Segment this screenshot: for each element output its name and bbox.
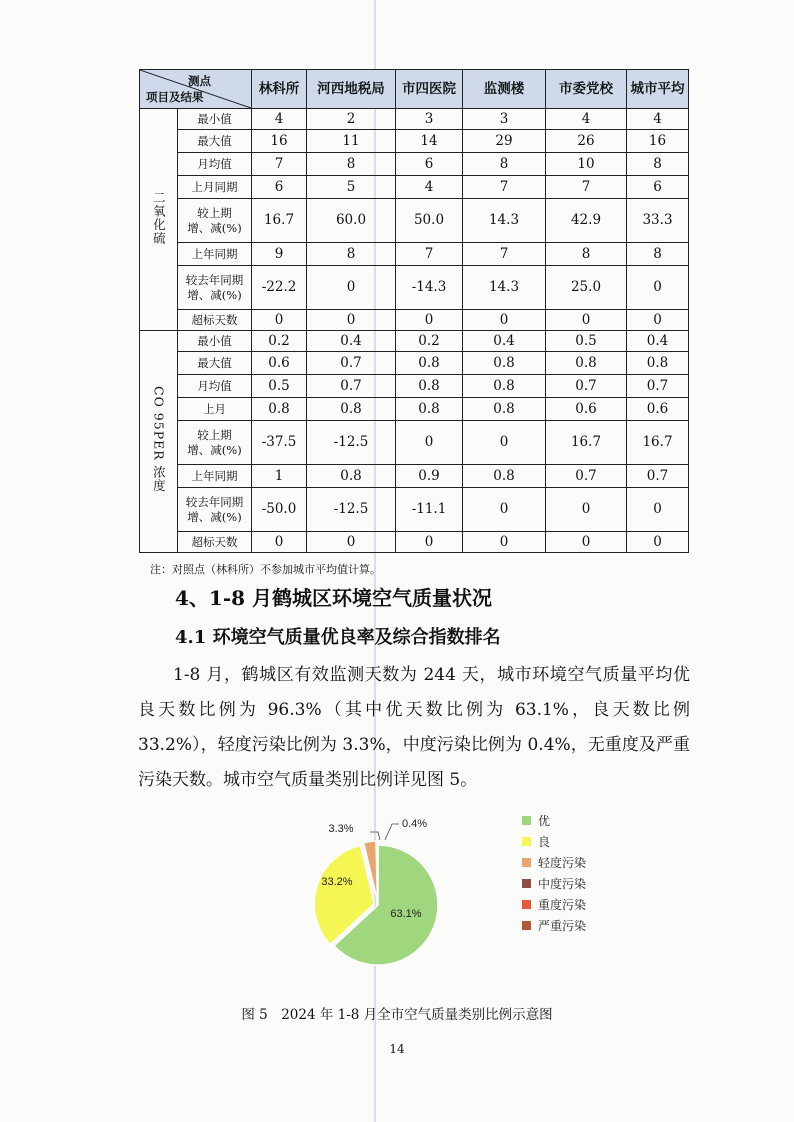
table-corner-header [140, 70, 252, 109]
legend-swatch [522, 837, 531, 846]
row-label: 较上期 增、减(%) [178, 421, 252, 465]
table-cell: 0 [307, 532, 396, 553]
table-cell: 0 [627, 532, 689, 553]
table-cell: 0.8 [463, 375, 546, 398]
table-cell: -50.0 [252, 488, 307, 532]
table-cell: 8 [307, 243, 396, 266]
station-header: 河西地税局 [307, 70, 396, 109]
table-cell: -14.3 [396, 266, 463, 310]
table-cell: 0 [396, 421, 463, 465]
table-cell: 0.6 [627, 398, 689, 421]
table-cell: 3 [463, 109, 546, 130]
table-cell: 16 [627, 130, 689, 153]
table-cell: 50.0 [396, 199, 463, 243]
table-cell: 0.8 [307, 465, 396, 488]
table-cell: 14.3 [463, 266, 546, 310]
subsection-heading: 4.1 环境空气质量优良率及综合指数排名 [175, 627, 501, 648]
table-cell: 8 [463, 153, 546, 176]
table-cell: 0.8 [627, 352, 689, 375]
table-row [140, 352, 689, 375]
table-cell: 0 [627, 266, 689, 310]
table-cell: 3 [396, 109, 463, 130]
table-cell: 2 [307, 109, 396, 130]
row-label: 上月 [178, 398, 252, 421]
table-cell: 33.3 [627, 199, 689, 243]
table-cell: 0 [546, 310, 627, 331]
row-label: 超标天数 [178, 532, 252, 553]
table-row [140, 109, 689, 130]
table-cell: 7 [546, 176, 627, 199]
table-cell: 0 [463, 532, 546, 553]
table-cell: 0.8 [396, 375, 463, 398]
table-cell: 0.7 [307, 352, 396, 375]
page-number: 14 [389, 1042, 405, 1056]
table-cell: 6 [252, 176, 307, 199]
table-row [140, 398, 689, 421]
row-label: 最小值 [178, 109, 252, 130]
station-header: 监测楼 [463, 70, 546, 109]
table-row [140, 153, 689, 176]
table-cell: 4 [627, 109, 689, 130]
table-cell: 6 [627, 176, 689, 199]
table-cell: 0 [463, 488, 546, 532]
table-cell: 0.8 [396, 352, 463, 375]
table-cell: 0.5 [546, 331, 627, 352]
table-cell: 14.3 [463, 199, 546, 243]
row-label: 最大值 [178, 352, 252, 375]
table-cell: -22.2 [252, 266, 307, 310]
table-cell: 0 [627, 310, 689, 331]
row-label: 较上期 增、减(%) [178, 199, 252, 243]
table-cell: 0 [396, 532, 463, 553]
section-heading: 4、1-8 月鹤城区环境空气质量状况 [175, 586, 493, 610]
table-cell: 4 [252, 109, 307, 130]
table-cell: 0.6 [252, 352, 307, 375]
table-cell: 11 [307, 130, 396, 153]
table-cell: 16.7 [252, 199, 307, 243]
body-paragraph: 1-8 月，鹤城区有效监测天数为 244 天，城市环境空气质量平均优良天数比例为 96.3%（其中优天数比例为 63.1%，良天数比例 33.2%），轻度污染比例为 3.3%，中度污染比例为 0.4%，无重度及严重污染天数。城市空气质量类别比例详见图 5。 [138, 665, 690, 790]
legend-swatch [522, 900, 531, 909]
table-row [140, 243, 689, 266]
table-cell: 16.7 [546, 421, 627, 465]
table-cell: -12.5 [307, 421, 396, 465]
table-cell: 7 [463, 176, 546, 199]
table-cell: 16.7 [627, 421, 689, 465]
header-stations-label: 测点 [188, 74, 211, 88]
legend-label: 重度污染 [538, 898, 587, 912]
table-cell: 0 [252, 532, 307, 553]
legend-label: 良 [538, 835, 551, 849]
pie-data-label: 3.3% [328, 823, 354, 835]
station-header: 市四医院 [396, 70, 463, 109]
table-cell: 8 [627, 153, 689, 176]
pie-data-label: 0.4% [402, 818, 428, 830]
table-cell: 0.4 [307, 331, 396, 352]
row-label: 月均值 [178, 375, 252, 398]
group-label-text: 二氧化硫 [151, 190, 167, 245]
table-cell: 0.8 [396, 398, 463, 421]
row-label: 较去年同期 增、减(%) [178, 266, 252, 310]
table-cell: 0.8 [463, 398, 546, 421]
table-row [140, 310, 689, 331]
table-cell: 29 [463, 130, 546, 153]
air-quality-pie-chart [300, 812, 630, 982]
row-label: 上年同期 [178, 243, 252, 266]
legend-swatch [522, 816, 531, 825]
table-cell: 0.7 [627, 465, 689, 488]
table-cell: -12.5 [307, 488, 396, 532]
table-row [140, 375, 689, 398]
station-header: 林科所 [252, 70, 307, 109]
legend-label: 中度污染 [538, 877, 587, 891]
table-cell: -11.1 [396, 488, 463, 532]
table-cell: 0 [463, 310, 546, 331]
row-label: 上月同期 [178, 176, 252, 199]
table-cell: 7 [396, 243, 463, 266]
table-cell: 16 [252, 130, 307, 153]
table-cell: 14 [396, 130, 463, 153]
table-cell: 0.8 [463, 465, 546, 488]
legend-swatch [522, 921, 531, 930]
table-cell: 1 [252, 465, 307, 488]
leader-line [385, 824, 399, 840]
legend-label: 优 [538, 814, 551, 828]
group-label [140, 331, 178, 553]
table-cell: 7 [463, 243, 546, 266]
table-row [140, 266, 689, 310]
legend-label: 严重污染 [538, 919, 587, 933]
table-cell: 7 [252, 153, 307, 176]
table-row [140, 421, 689, 465]
table-cell: 0.8 [307, 398, 396, 421]
table-cell: 4 [546, 109, 627, 130]
table-cell: 0.8 [546, 352, 627, 375]
table-cell: 4 [396, 176, 463, 199]
table-row [140, 488, 689, 532]
table-row [140, 176, 689, 199]
table-cell: 0.2 [252, 331, 307, 352]
table-cell: 0.7 [307, 375, 396, 398]
station-header: 市委党校 [546, 70, 627, 109]
table-cell: 0.6 [546, 398, 627, 421]
table-cell: 0 [252, 310, 307, 331]
legend-swatch [522, 858, 531, 867]
table-cell: 10 [546, 153, 627, 176]
row-label: 最大值 [178, 130, 252, 153]
table-cell: 8 [627, 243, 689, 266]
pie-data-label: 33.2% [321, 876, 353, 888]
table-cell: 0.7 [546, 375, 627, 398]
table-cell: 42.9 [546, 199, 627, 243]
table-cell: 0 [307, 266, 396, 310]
table-cell: 8 [307, 153, 396, 176]
table-cell: 0 [546, 532, 627, 553]
leader-line [370, 832, 380, 840]
table-cell: 9 [252, 243, 307, 266]
group-label-text: CO 95PER 浓度 [151, 386, 167, 493]
table-cell: 0.5 [252, 375, 307, 398]
table-cell: 0 [546, 488, 627, 532]
table-row [140, 199, 689, 243]
table-header-row [140, 70, 689, 109]
table-note: 注：对照点（林科所）不参加城市平均值计算。 [150, 563, 381, 576]
table-cell: 0.8 [252, 398, 307, 421]
monitoring-data-table [139, 69, 689, 553]
table-row [140, 465, 689, 488]
table-cell: 0.8 [463, 352, 546, 375]
row-label: 较去年同期 增、减(%) [178, 488, 252, 532]
table-cell: 60.0 [307, 199, 396, 243]
table-row [140, 331, 689, 352]
table-cell: 25.0 [546, 266, 627, 310]
group-label [140, 109, 178, 331]
row-label: 最小值 [178, 331, 252, 352]
legend-swatch [522, 879, 531, 888]
table-cell: 0.9 [396, 465, 463, 488]
table-cell: 0 [396, 310, 463, 331]
table-cell: 0.4 [627, 331, 689, 352]
table-cell: 0.4 [463, 331, 546, 352]
table-cell: 26 [546, 130, 627, 153]
row-label: 月均值 [178, 153, 252, 176]
table-cell: 0.7 [546, 465, 627, 488]
header-items-label: 项目及结果 [146, 89, 204, 104]
pie-data-label: 63.1% [390, 908, 422, 920]
row-label: 超标天数 [178, 310, 252, 331]
table-cell: 0.7 [627, 375, 689, 398]
table-cell: 5 [307, 176, 396, 199]
table-cell: 0 [627, 488, 689, 532]
table-cell: 8 [546, 243, 627, 266]
figure-caption: 图 5 2024 年 1-8 月全市空气质量类别比例示意图 [241, 1007, 553, 1023]
table-cell: -37.5 [252, 421, 307, 465]
table-cell: 6 [396, 153, 463, 176]
table-row [140, 130, 689, 153]
table-cell: 0 [307, 310, 396, 331]
station-header: 城市平均 [627, 70, 689, 109]
row-label: 上年同期 [178, 465, 252, 488]
table-cell: 0.2 [396, 331, 463, 352]
table-cell: 0 [463, 421, 546, 465]
table-row [140, 532, 689, 553]
legend-label: 轻度污染 [538, 856, 587, 870]
